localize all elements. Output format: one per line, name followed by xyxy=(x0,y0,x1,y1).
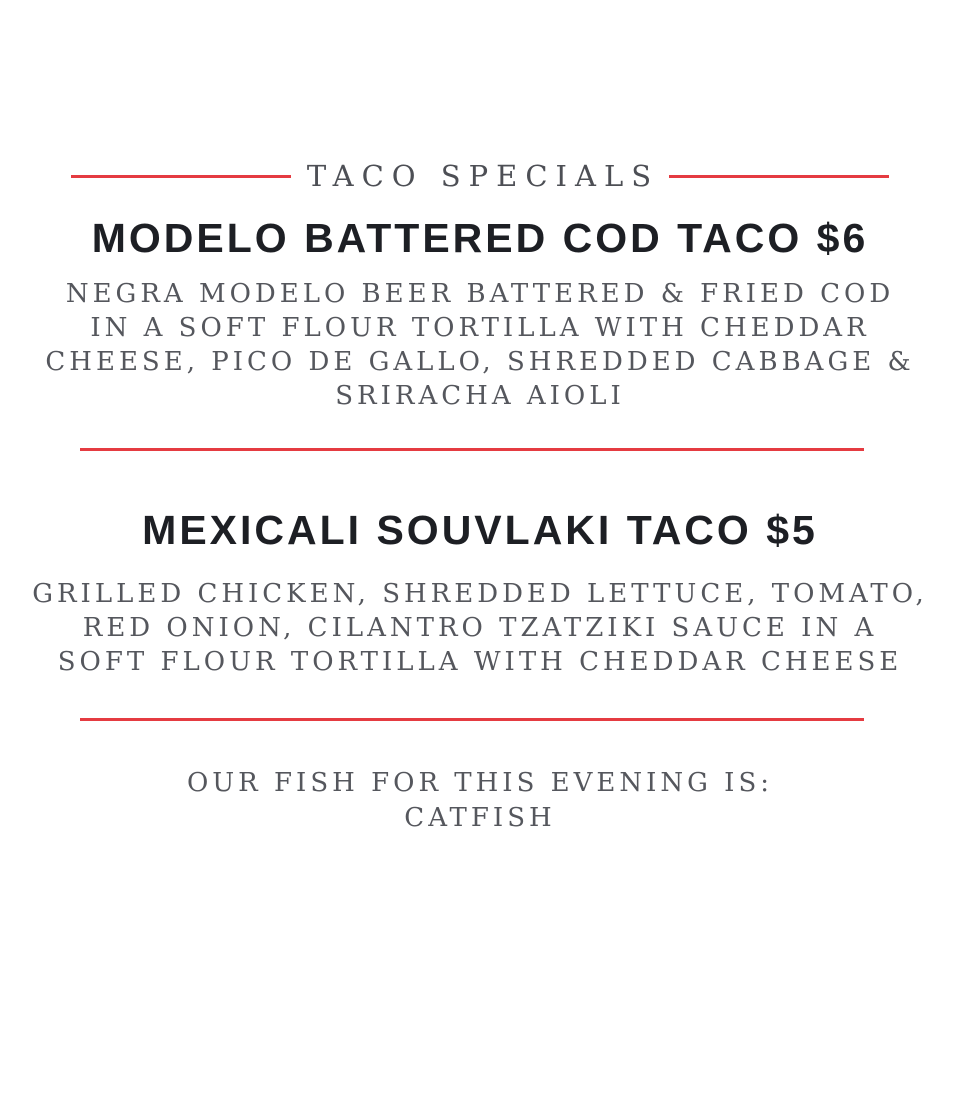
header-rule-right xyxy=(669,175,889,178)
section-divider xyxy=(80,718,864,721)
fish-note-value: CATFISH xyxy=(404,803,556,833)
description-line: NEGRA MODELO BEER BATTERED & FRIED COD xyxy=(65,279,895,309)
menu-section-header xyxy=(0,160,960,192)
section-divider xyxy=(80,448,864,451)
description-line: GRILLED CHICKEN, SHREDDED LETTUCE, TOMATO, xyxy=(32,579,928,609)
fish-of-the-evening-note xyxy=(0,766,960,836)
header-rule-left xyxy=(71,175,291,178)
fish-note-label: OUR FISH FOR THIS EVENING IS: xyxy=(186,768,774,798)
menu-item-description xyxy=(0,577,960,679)
taco-specials-menu xyxy=(0,160,960,1120)
menu-item-modelo-battered-cod-taco xyxy=(0,215,960,413)
menu-item-description xyxy=(0,277,960,413)
menu-section-title: TACO SPECIALS xyxy=(306,159,660,193)
menu-item-title: MODELO BATTERED COD TACO $6 xyxy=(91,215,869,261)
description-line: SRIRACHA AIOLI xyxy=(335,381,625,411)
description-line: RED ONION, CILANTRO TZATZIKI SAUCE IN A xyxy=(82,613,878,643)
menu-item-title: MEXICALI SOUVLAKI TACO $5 xyxy=(142,507,818,553)
description-line: CHEESE, PICO DE GALLO, SHREDDED CABBAGE & xyxy=(45,347,915,377)
description-line: IN A SOFT FLOUR TORTILLA WITH CHEDDAR xyxy=(90,313,870,343)
description-line: SOFT FLOUR TORTILLA WITH CHEDDAR CHEESE xyxy=(57,647,903,677)
menu-item-mexicali-souvlaki-taco xyxy=(0,507,960,679)
